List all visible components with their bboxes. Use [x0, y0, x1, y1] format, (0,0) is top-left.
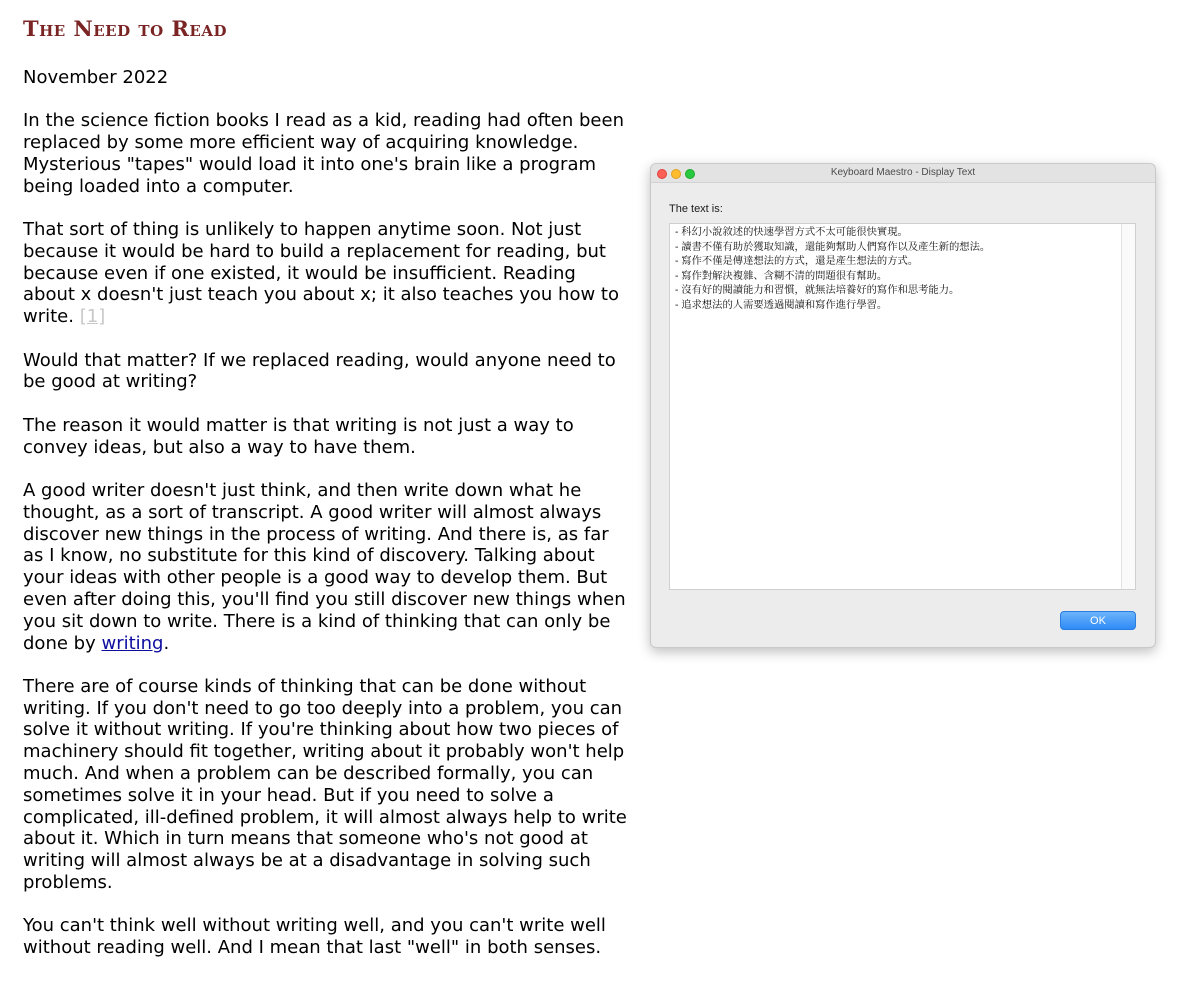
paragraph-5-end: .	[163, 632, 170, 654]
text-area-scrollbar[interactable]	[1121, 224, 1135, 589]
paragraph-1: In the science fiction books I read as a kid, reading had often been replaced by some more efficient way of acquiring knowledge. Mysterious "tapes" would load it into one's brain like a program being loaded into a computer.	[23, 110, 624, 197]
window-title: Keyboard Maestro - Display Text	[830, 167, 976, 178]
text-line: - 寫作不僅是傳達想法的方式，還是產生想法的方式。	[675, 256, 919, 268]
text-line: - 寫作對解決複雜、含糊不清的問題很有幫助。	[675, 270, 888, 282]
paragraph-7: You can't think well without writing well, and you can't write well without reading well. And I mean that last "well" in both senses.	[23, 915, 606, 959]
essay-date: November 2022	[23, 67, 169, 88]
text-line: - 沒有好的閱讀能力和習慣，就無法培養好的寫作和思考能力。	[675, 285, 960, 297]
paragraph-2-text: That sort of thing is unlikely to happen anytime soon. Not just because it would be hard to build a replacement for reading, but because even if one existed, it would be insufficient. Reading about x doesn't just teach you about x; it also teaches you how to write.	[23, 218, 619, 328]
text-line: - 讀書不僅有助於獲取知識，還能夠幫助人們寫作以及產生新的想法。	[675, 241, 991, 253]
display-text-area[interactable]	[669, 223, 1136, 590]
essay-body	[23, 67, 629, 981]
footnote-link-1[interactable]: [1]	[79, 306, 106, 328]
writing-link[interactable]: writing	[101, 632, 164, 654]
paragraph-2	[23, 219, 629, 328]
paragraph-3: Would that matter? If we replaced reading, would anyone need to be good at writing?	[23, 349, 616, 393]
page-title: The Need to Read	[23, 16, 227, 41]
paragraph-5-text: A good writer doesn't just think, and then write down what he thought, as a sort of transcript. A good writer will almost always discover new things in the process of writing. And there is, as far as I know, no substitute for this kind of discovery. Talking about your ideas with other people is a good way to develop them. But even after doing this, you'll find you still discover new things when you sit down to write. There is a kind of thinking that can only be done by	[23, 479, 626, 654]
ok-button[interactable]: OK	[1060, 611, 1136, 630]
display-text-dialog	[650, 163, 1156, 648]
text-line: - 追求想法的人需要透過閱讀和寫作進行學習。	[675, 299, 888, 311]
paragraph-5	[23, 480, 629, 654]
paragraph-6: There are of course kinds of thinking that can be done without writing. If you don't need to go too deeply into a problem, you can solve it without writing. If you're thinking about how two pieces of machinery should fit together, writing about it probably won't help much. And when a problem can be described formally, you can sometimes solve it in your head. But if you need to solve a complicated, ill-defined problem, it will almost always help to write about it. Which in turn means that someone who's not good at writing will almost always be at a disadvantage in solving such problems.	[23, 675, 627, 894]
prompt-label: The text is:	[669, 203, 723, 215]
text-lines	[670, 224, 1135, 314]
dialog-titlebar[interactable]	[651, 164, 1155, 183]
text-line: - 科幻小說敘述的快速學習方式不太可能很快實現。	[675, 227, 908, 238]
paragraph-4: The reason it would matter is that writing is not just a way to convey ideas, but also a way to have them.	[23, 414, 574, 458]
